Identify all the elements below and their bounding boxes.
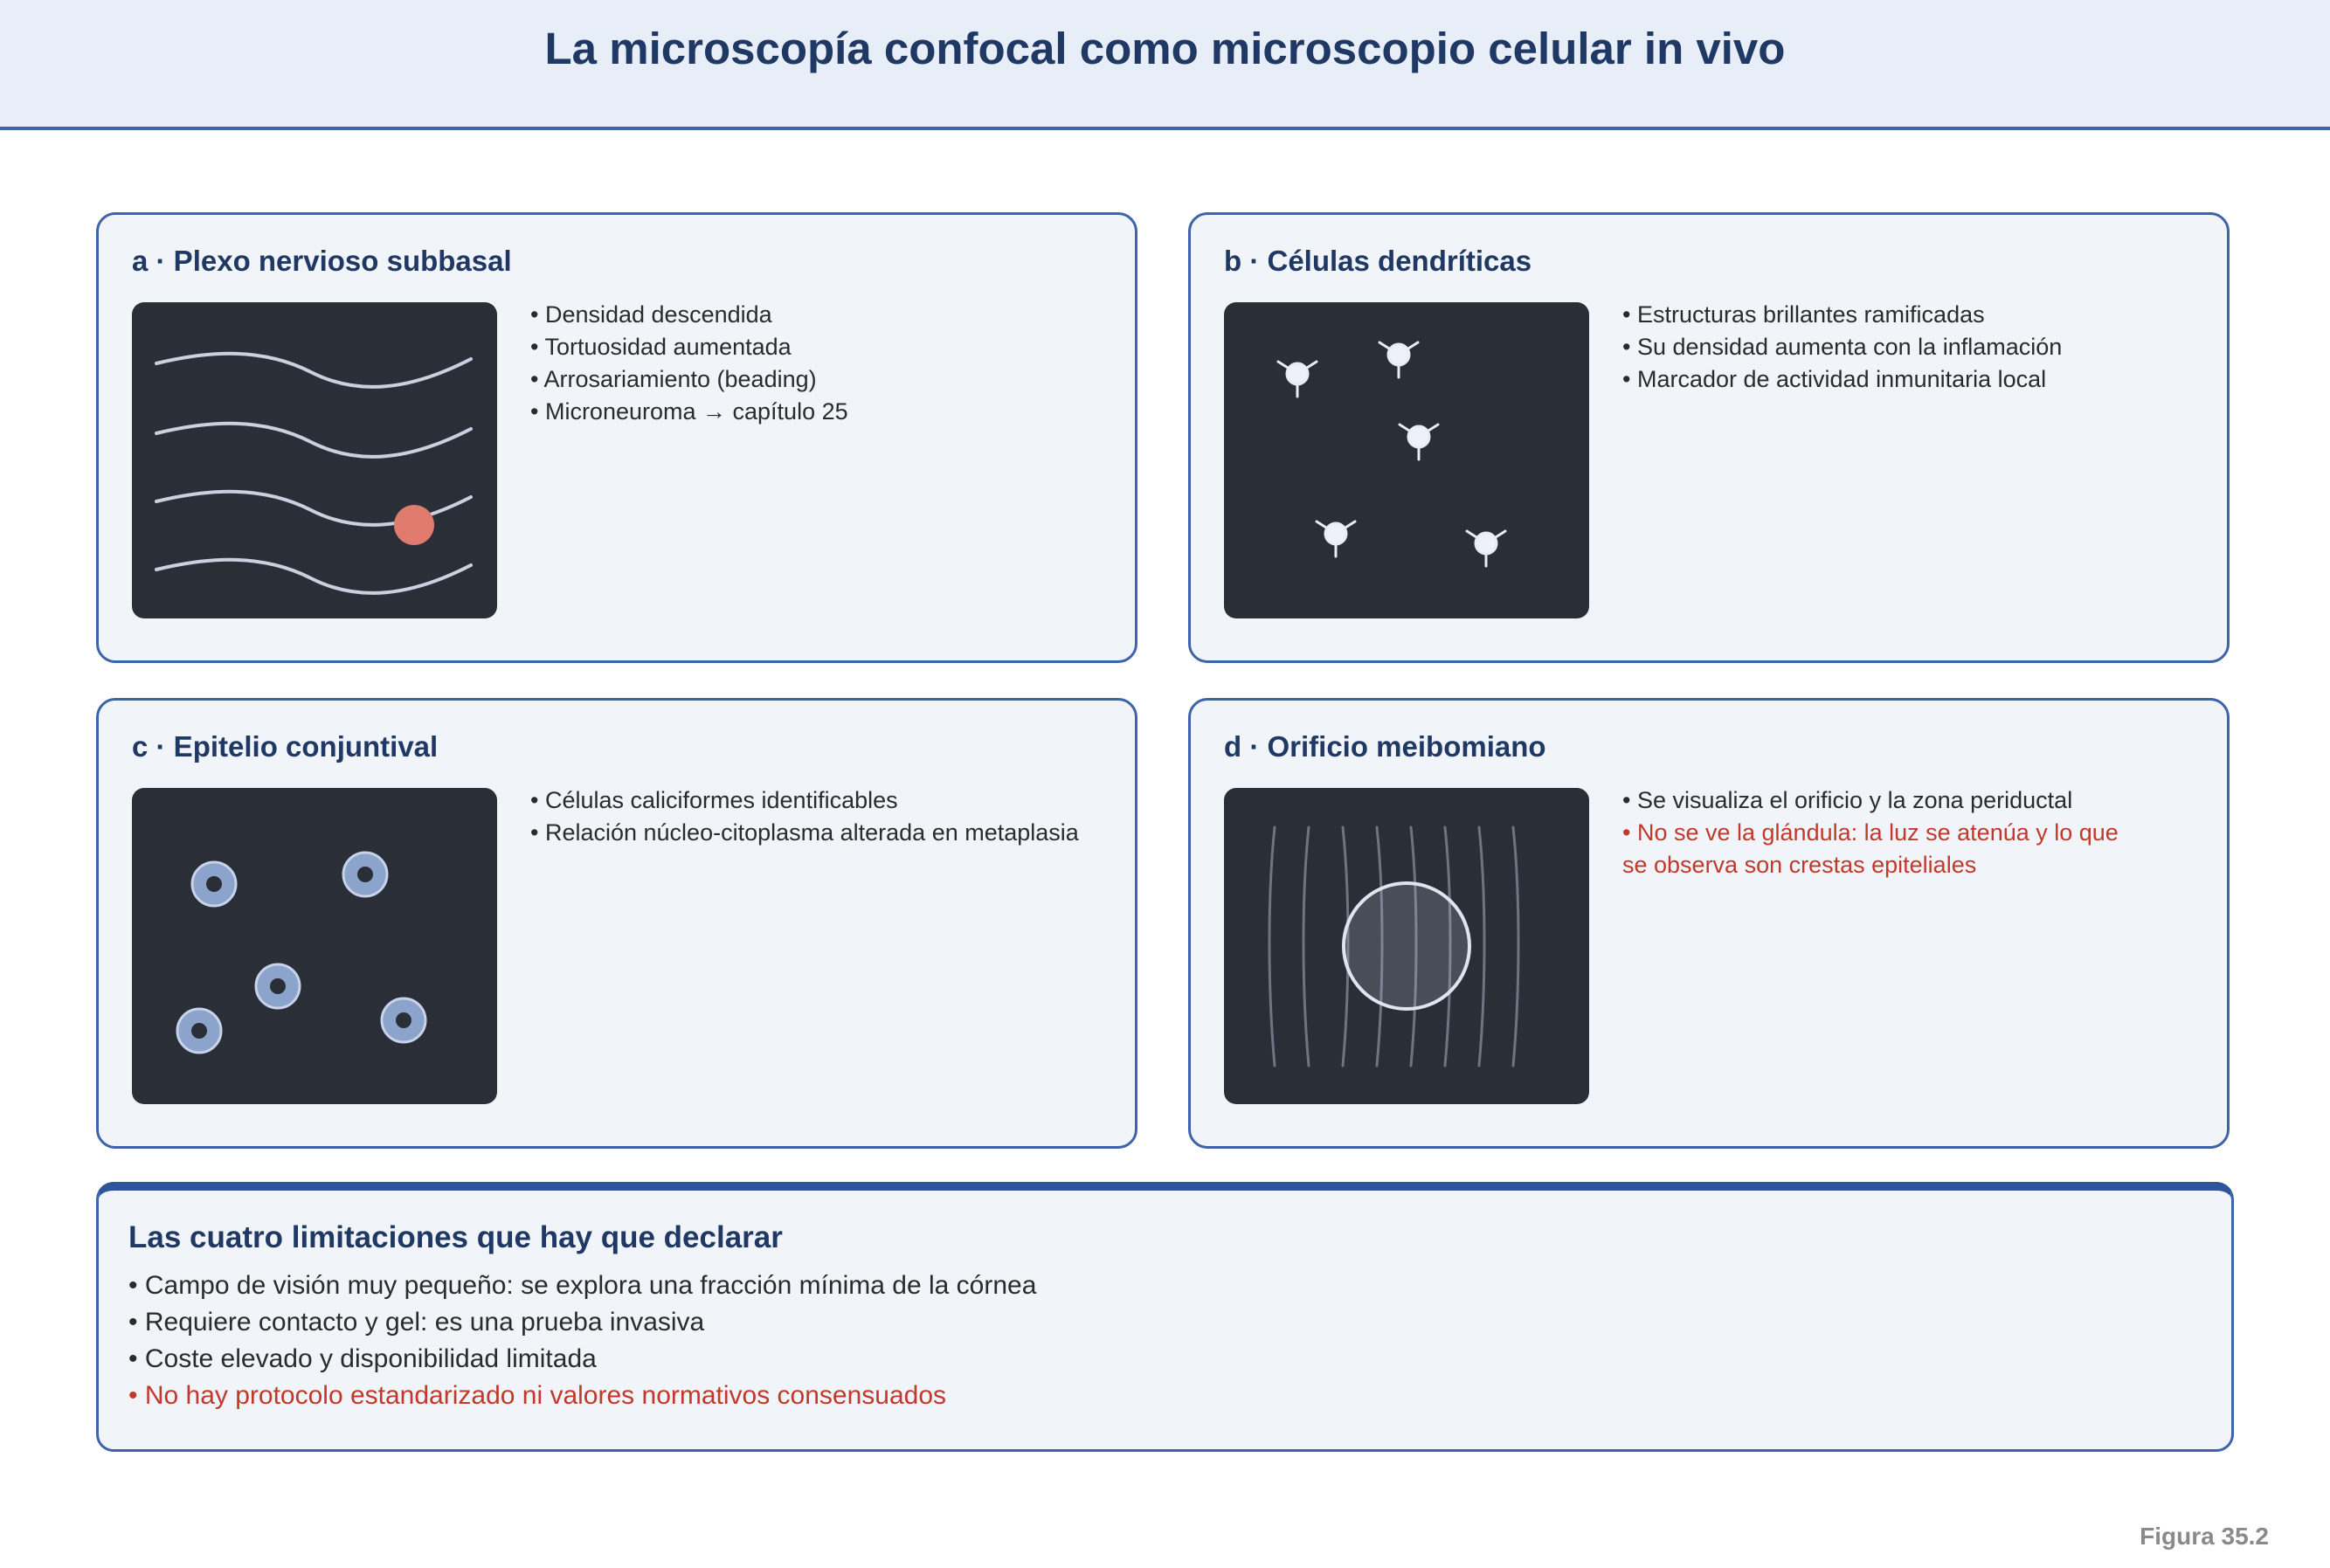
dendritic-cell	[1379, 342, 1418, 377]
confocal-image-nerve-plexus	[132, 302, 497, 618]
bullet: • Relación núcleo-citoplasma alterada en metaplasia	[530, 819, 1079, 846]
figure-caption: Figura 35.2	[2140, 1523, 2269, 1550]
meibomian-orifice	[1344, 883, 1469, 1009]
panel-meibomian-orifice	[1188, 698, 2230, 1149]
nerve-fiber	[156, 560, 471, 593]
limitations-box	[96, 1182, 2234, 1452]
limitations-heading: Las cuatro limitaciones que hay que declarar	[128, 1220, 783, 1254]
nerve-fiber	[156, 354, 471, 387]
nerve-fiber	[156, 424, 471, 457]
panel-heading: d · Orificio meibomiano	[1224, 730, 1546, 763]
bullet: • Células caliciformes identificables	[530, 787, 898, 813]
panel-subbasal-nerve-plexus	[96, 212, 1137, 663]
confocal-image-dendritic-cells	[1224, 302, 1589, 618]
dendritic-cell	[1278, 362, 1317, 397]
bullet: • Microneuroma → capítulo 25	[530, 398, 848, 425]
confocal-image-conjunctival-epithelium	[132, 788, 497, 1104]
epithelial-ridge	[1303, 827, 1309, 1066]
limitation-item: • Campo de visión muy pequeño: se explora una fracción mínima de la córnea	[128, 1271, 1037, 1300]
panel-heading: b · Células dendríticas	[1224, 245, 1532, 277]
epithelial-ridge	[1269, 827, 1275, 1066]
warning-bullet: • No se ve la glándula: la luz se atenúa y lo que se observa son crestas epiteliales	[1622, 819, 2119, 878]
panel-bullets	[530, 784, 1089, 849]
panel-conjunctival-epithelium	[96, 698, 1137, 1149]
panel-bullets	[530, 299, 1089, 428]
limitation-item: • Coste elevado y disponibilidad limitada	[128, 1344, 597, 1373]
panel-heading: a · Plexo nervioso subbasal	[132, 245, 512, 277]
goblet-cell	[382, 998, 425, 1042]
panel-dendritic-cells	[1188, 212, 2230, 663]
bullet: • Tortuosidad aumentada	[530, 334, 792, 360]
goblet-cell	[343, 853, 387, 896]
bullet: • Arrosariamiento (beading)	[530, 366, 817, 392]
limitation-item-warning: • No hay protocolo estandarizado ni valores normativos consensuados	[128, 1381, 947, 1410]
panel-bullets	[1622, 784, 2147, 881]
panel-bullets	[1622, 299, 2181, 396]
goblet-cell	[256, 964, 300, 1008]
epithelial-ridge	[1479, 827, 1484, 1066]
dendritic-cell	[1467, 531, 1505, 566]
figure-header	[0, 0, 2330, 130]
bullet: • Su densidad aumenta con la inflamación	[1622, 334, 2063, 360]
bullet: • Estructuras brillantes ramificadas	[1622, 301, 1985, 328]
dendritic-cell	[1400, 425, 1438, 459]
dendritic-cell	[1317, 522, 1355, 556]
epithelial-ridge	[1513, 827, 1518, 1066]
panel-heading: c · Epitelio conjuntival	[132, 730, 439, 763]
limitation-item: • Requiere contacto y gel: es una prueba invasiva	[128, 1308, 705, 1337]
figure-title: La microscopía confocal como microscopio celular in vivo	[544, 24, 1786, 73]
limitations-list	[128, 1268, 1036, 1414]
goblet-cell	[177, 1009, 221, 1053]
goblet-cell	[192, 862, 236, 906]
microneuroma-marker	[394, 505, 434, 545]
bullet: • Se visualiza el orificio y la zona periductal	[1622, 787, 2073, 813]
confocal-image-meibomian-orifice	[1224, 788, 1589, 1104]
bullet: • Marcador de actividad inmunitaria local	[1622, 366, 2047, 392]
bullet: • Densidad descendida	[530, 301, 772, 328]
